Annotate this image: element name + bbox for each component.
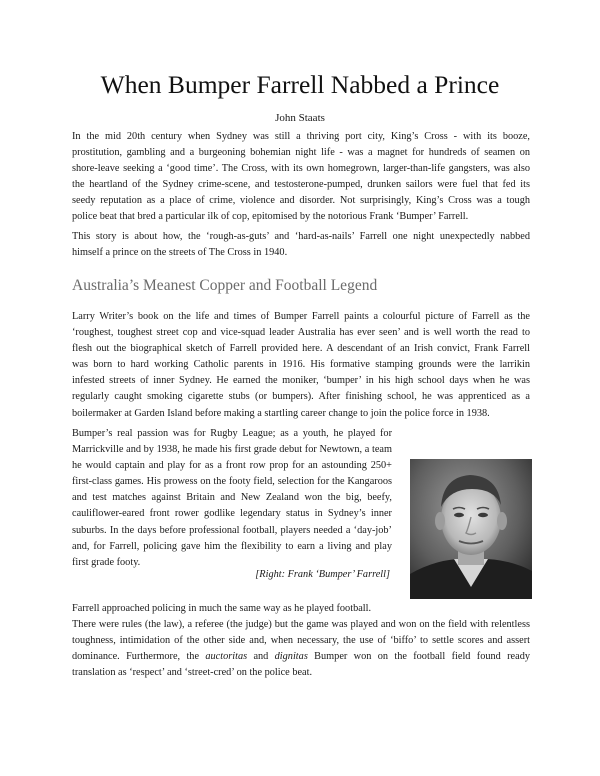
policing-line: Farrell approached policing in much the same way as he played football. xyxy=(72,603,372,614)
policing-line xyxy=(72,649,530,665)
story-line: himself a prince on the streets of The Cross in 1940. xyxy=(72,247,288,259)
policing-paragraph xyxy=(72,601,530,681)
policing-line: translation as ‘respect’ and ‘street-cred’ on the police beat. xyxy=(72,667,313,679)
intro-line: prostitution, gambling and a burgeoning bohemian night life - was a magnet for hundreds of seamen on xyxy=(72,147,530,159)
book-line: infested streets of inner Sydney. He earned the moniker, ‘bumper’ in his high school days when he was xyxy=(72,375,530,387)
intro-line: seedy reputation as a place of crime, violence and disorder. Not surprisingly, King’s Cross was a tough xyxy=(72,195,530,207)
latin-term-auctoritas: auctoritas xyxy=(205,651,248,663)
latin-term-dignitas: dignitas xyxy=(274,651,308,663)
book-line: flesh out the biographical sketch of Farrell provided here. A descendant of an Irish convict, Frank Farrell xyxy=(72,343,530,355)
section-heading: Australia’s Meanest Copper and Football Legend xyxy=(72,277,378,294)
policing-text: dominance. Furthermore, the xyxy=(72,651,206,663)
story-paragraph xyxy=(72,229,530,261)
intro-line: police beat that bred a particular ilk of cop, epitomised by the notorious Frank ‘Bumper’ Farrell. xyxy=(72,211,469,223)
intro-line: In the mid 20th century when Sydney was still a thriving port city, King’s Cross - with its booze, xyxy=(72,131,530,142)
book-paragraph xyxy=(72,309,530,422)
rugby-line: cauliflower-eared front rower godlike legendary status in Sydney’s inner xyxy=(72,508,392,520)
book-line: boilermaker at Garden Island before making a startling career change to join the police force in 1938. xyxy=(72,407,490,419)
book-line: ‘roughest, toughest street cop and vice-squad leader Australia has ever seen’ and is well worth the read to xyxy=(72,327,530,339)
article-author: John Staats xyxy=(275,112,325,124)
rugby-line: Bumper’s real passion was for Rugby League; as a youth, he played for xyxy=(72,428,392,439)
rugby-line: and test matches against Britain and New Zealand won the big, beefy, xyxy=(72,492,392,504)
rugby-line: first-class games. His prowess on the footy field, selection for the Kangaroos xyxy=(72,476,392,488)
portrait-image-icon xyxy=(410,459,532,599)
rugby-line: Marrickville and by 1938, he made his first grade debut for Newtown, a team xyxy=(72,444,392,456)
rugby-line: first grade footy. xyxy=(72,556,141,568)
rugby-paragraph xyxy=(72,426,392,571)
rugby-line: he would captain and play for as a front row prop for an astounding 250+ xyxy=(72,460,392,472)
book-line: was born to hard working Catholic parents in 1916. His formative stamping grounds were the larrikin xyxy=(72,359,530,371)
rugby-line: and, for Farrell, policing gave him the flexibility to earn a living and play xyxy=(72,540,392,552)
article-title: When Bumper Farrell Nabbed a Prince xyxy=(100,70,500,99)
intro-line: the heartland of the Sydney crime-scene, and testosterone-pumped, drunken sailors were fuel that fed its xyxy=(72,179,530,191)
book-line: Larry Writer’s book on the life and times of Bumper Farrell paints a colourful picture of Farrell as the xyxy=(72,311,530,322)
book-line: regularly caught smoking cigarette stubs (or bumpers). After finishing school, he was apprenticed as a xyxy=(72,391,530,403)
policing-line: There were rules (the law), a referee (the judge) but the game was played and won on the field with relentless xyxy=(72,619,530,631)
policing-text: Bumper won on the football field found ready xyxy=(307,651,530,663)
photo-caption: [Right: Frank ‘Bumper’ Farrell] xyxy=(255,569,390,580)
policing-line: toughness, intimidation of the other side and, when necessary, the use of ‘biffo’ to settle scores and assert xyxy=(72,635,530,647)
story-line: This story is about how, the ‘rough-as-guts’ and ‘hard-as-nails’ Farrell one night unexpectedly nabbed xyxy=(72,231,530,242)
intro-paragraph xyxy=(72,129,530,226)
rugby-line: suburbs. In the days before professional football, players needed a ‘day-job’ xyxy=(72,524,392,536)
policing-text: and xyxy=(247,651,275,663)
intro-line: shore-leave seeking a ‘good time’. The Cross, with its own homegrown, larger-than-life gangsters, was also xyxy=(72,163,530,175)
portrait-photo xyxy=(410,459,532,599)
